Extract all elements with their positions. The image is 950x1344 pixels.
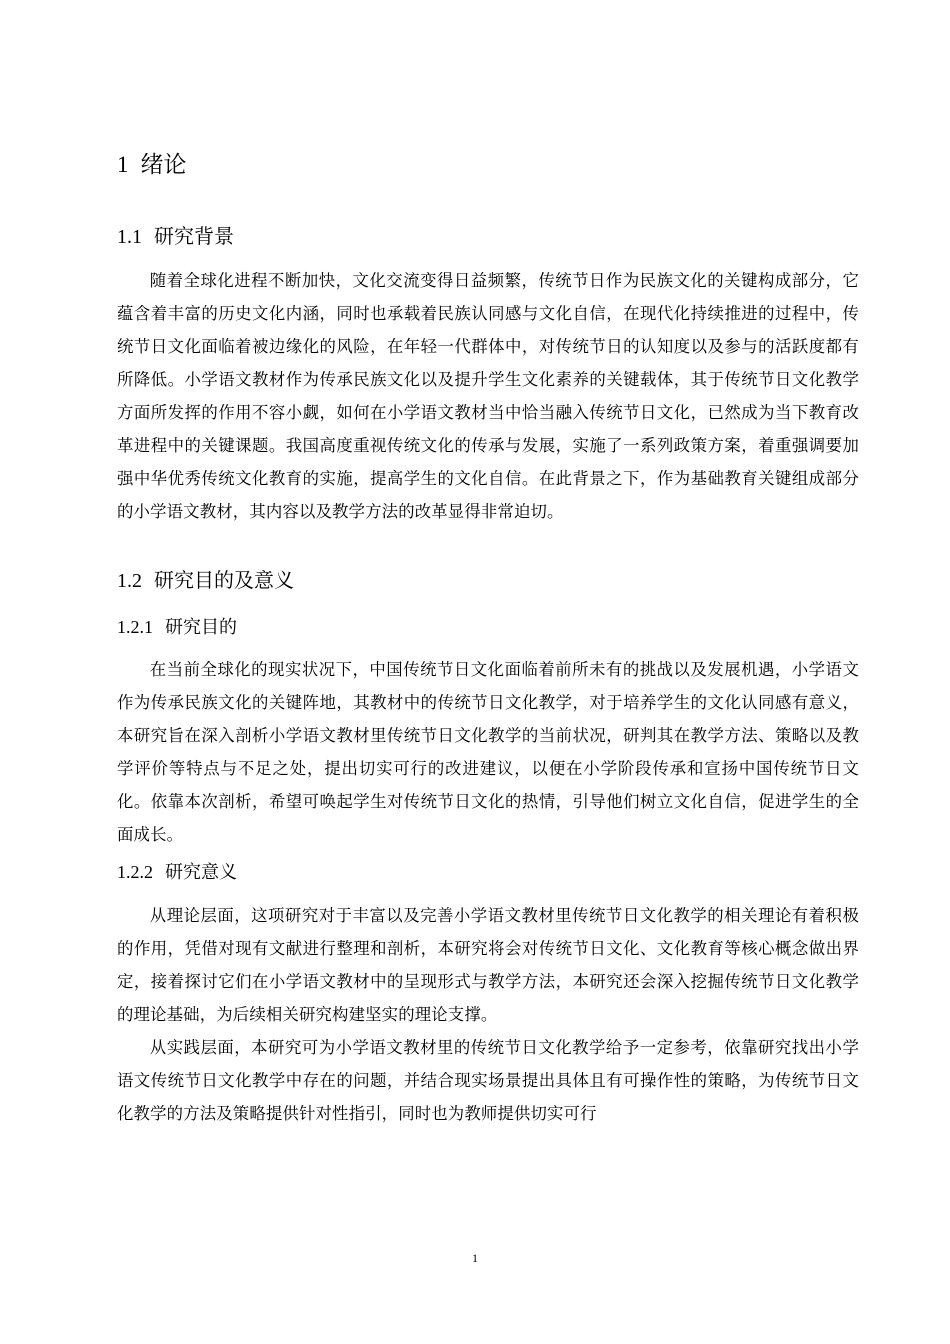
subsection-number: 1.2.1 (117, 617, 153, 637)
section-title: 研究目的及意义 (154, 568, 294, 592)
subsection-title: 研究意义 (165, 862, 237, 883)
section-number: 1.2 (117, 570, 142, 592)
subsection-heading-1-2-1 (117, 614, 237, 641)
paragraph-theory-significance: 从理论层面，这项研究对于丰富以及完善小学语文教材里传统节日文化教学的相关理论有着积极的作用，凭借对现有文献进行整理和剖析，本研究将会对传统节日文化、文化教育等核心概念做出界定，接着探讨它们在小学语文教材中的呈现形式与教学方法，本研究还会深入挖掘传统节日文化教学的理论基础，为后续相关研究构建坚实的理论支撑。 (117, 906, 859, 1024)
paragraph-background: 随着全球化进程不断加快，文化交流变得日益频繁，传统节日作为民族文化的关键构成部分，它蕴含着丰富的历史文化内涵，同时也承载着民族认同感与文化自信，在现代化持续推进的过程中，传统节日文化面临着被边缘化的风险，在年轻一代群体中，对传统节日的认知度以及参与的活跃度都有所降低。小学语文教材作为传承民族文化以及提升学生文化素养的关键载体，其于传统节日文化教学方面所发挥的作用不容小觑，如何在小学语文教材当中恰当融入传统节日文化，已然成为当下教育改革进程中的关键课题。我国高度重视传统文化的传承与发展，实施了一系列政策方案，着重强调要加强中华优秀传统文化教育的实施，提高学生的文化自信。在此背景之下，作为基础教育关键组成部分的小学语文教材，其内容以及教学方法的改革显得非常迫切。 (117, 271, 859, 521)
section-title: 研究背景 (154, 224, 234, 248)
subsection-number: 1.2.2 (117, 862, 153, 882)
page-number: 1 (472, 1251, 478, 1265)
subsection-title: 研究目的 (165, 617, 237, 638)
paragraph-practice-significance: 从实践层面，本研究可为小学语文教材里的传统节日文化教学给予一定参考，依靠研究找出小学语文传统节日文化教学中存在的问题，并结合现实场景提出具体且有可操作性的策略，为传统节日文化教学的方法及策略提供针对性指引，同时也为教师提供切实可行 (117, 1038, 859, 1123)
section-number: 1.1 (117, 226, 142, 248)
chapter-heading (117, 149, 187, 181)
section-heading-1-2 (117, 566, 294, 595)
paragraph-purpose: 在当前全球化的现实状况下，中国传统节日文化面临着前所未有的挑战以及发展机遇，小学语文作为传承民族文化的关键阵地，其教材中的传统节日文化教学，对于培养学生的文化认同感有意义，本研究旨在深入剖析小学语文教材里传统节日文化教学的当前状况，研判其在教学方法、策略以及教学评价等特点与不足之处，提出切实可行的改进建议，以便在小学阶段传承和宣扬中国传统节日文化。依靠本次剖析，希望可唤起学生对传统节日文化的热情，引导他们树立文化自信，促进学生的全面成长。 (117, 660, 859, 844)
subsection-heading-1-2-2 (117, 859, 237, 886)
section-heading-1-1 (117, 222, 234, 251)
chapter-title: 绪论 (140, 152, 187, 178)
chapter-number: 1 (117, 152, 129, 177)
